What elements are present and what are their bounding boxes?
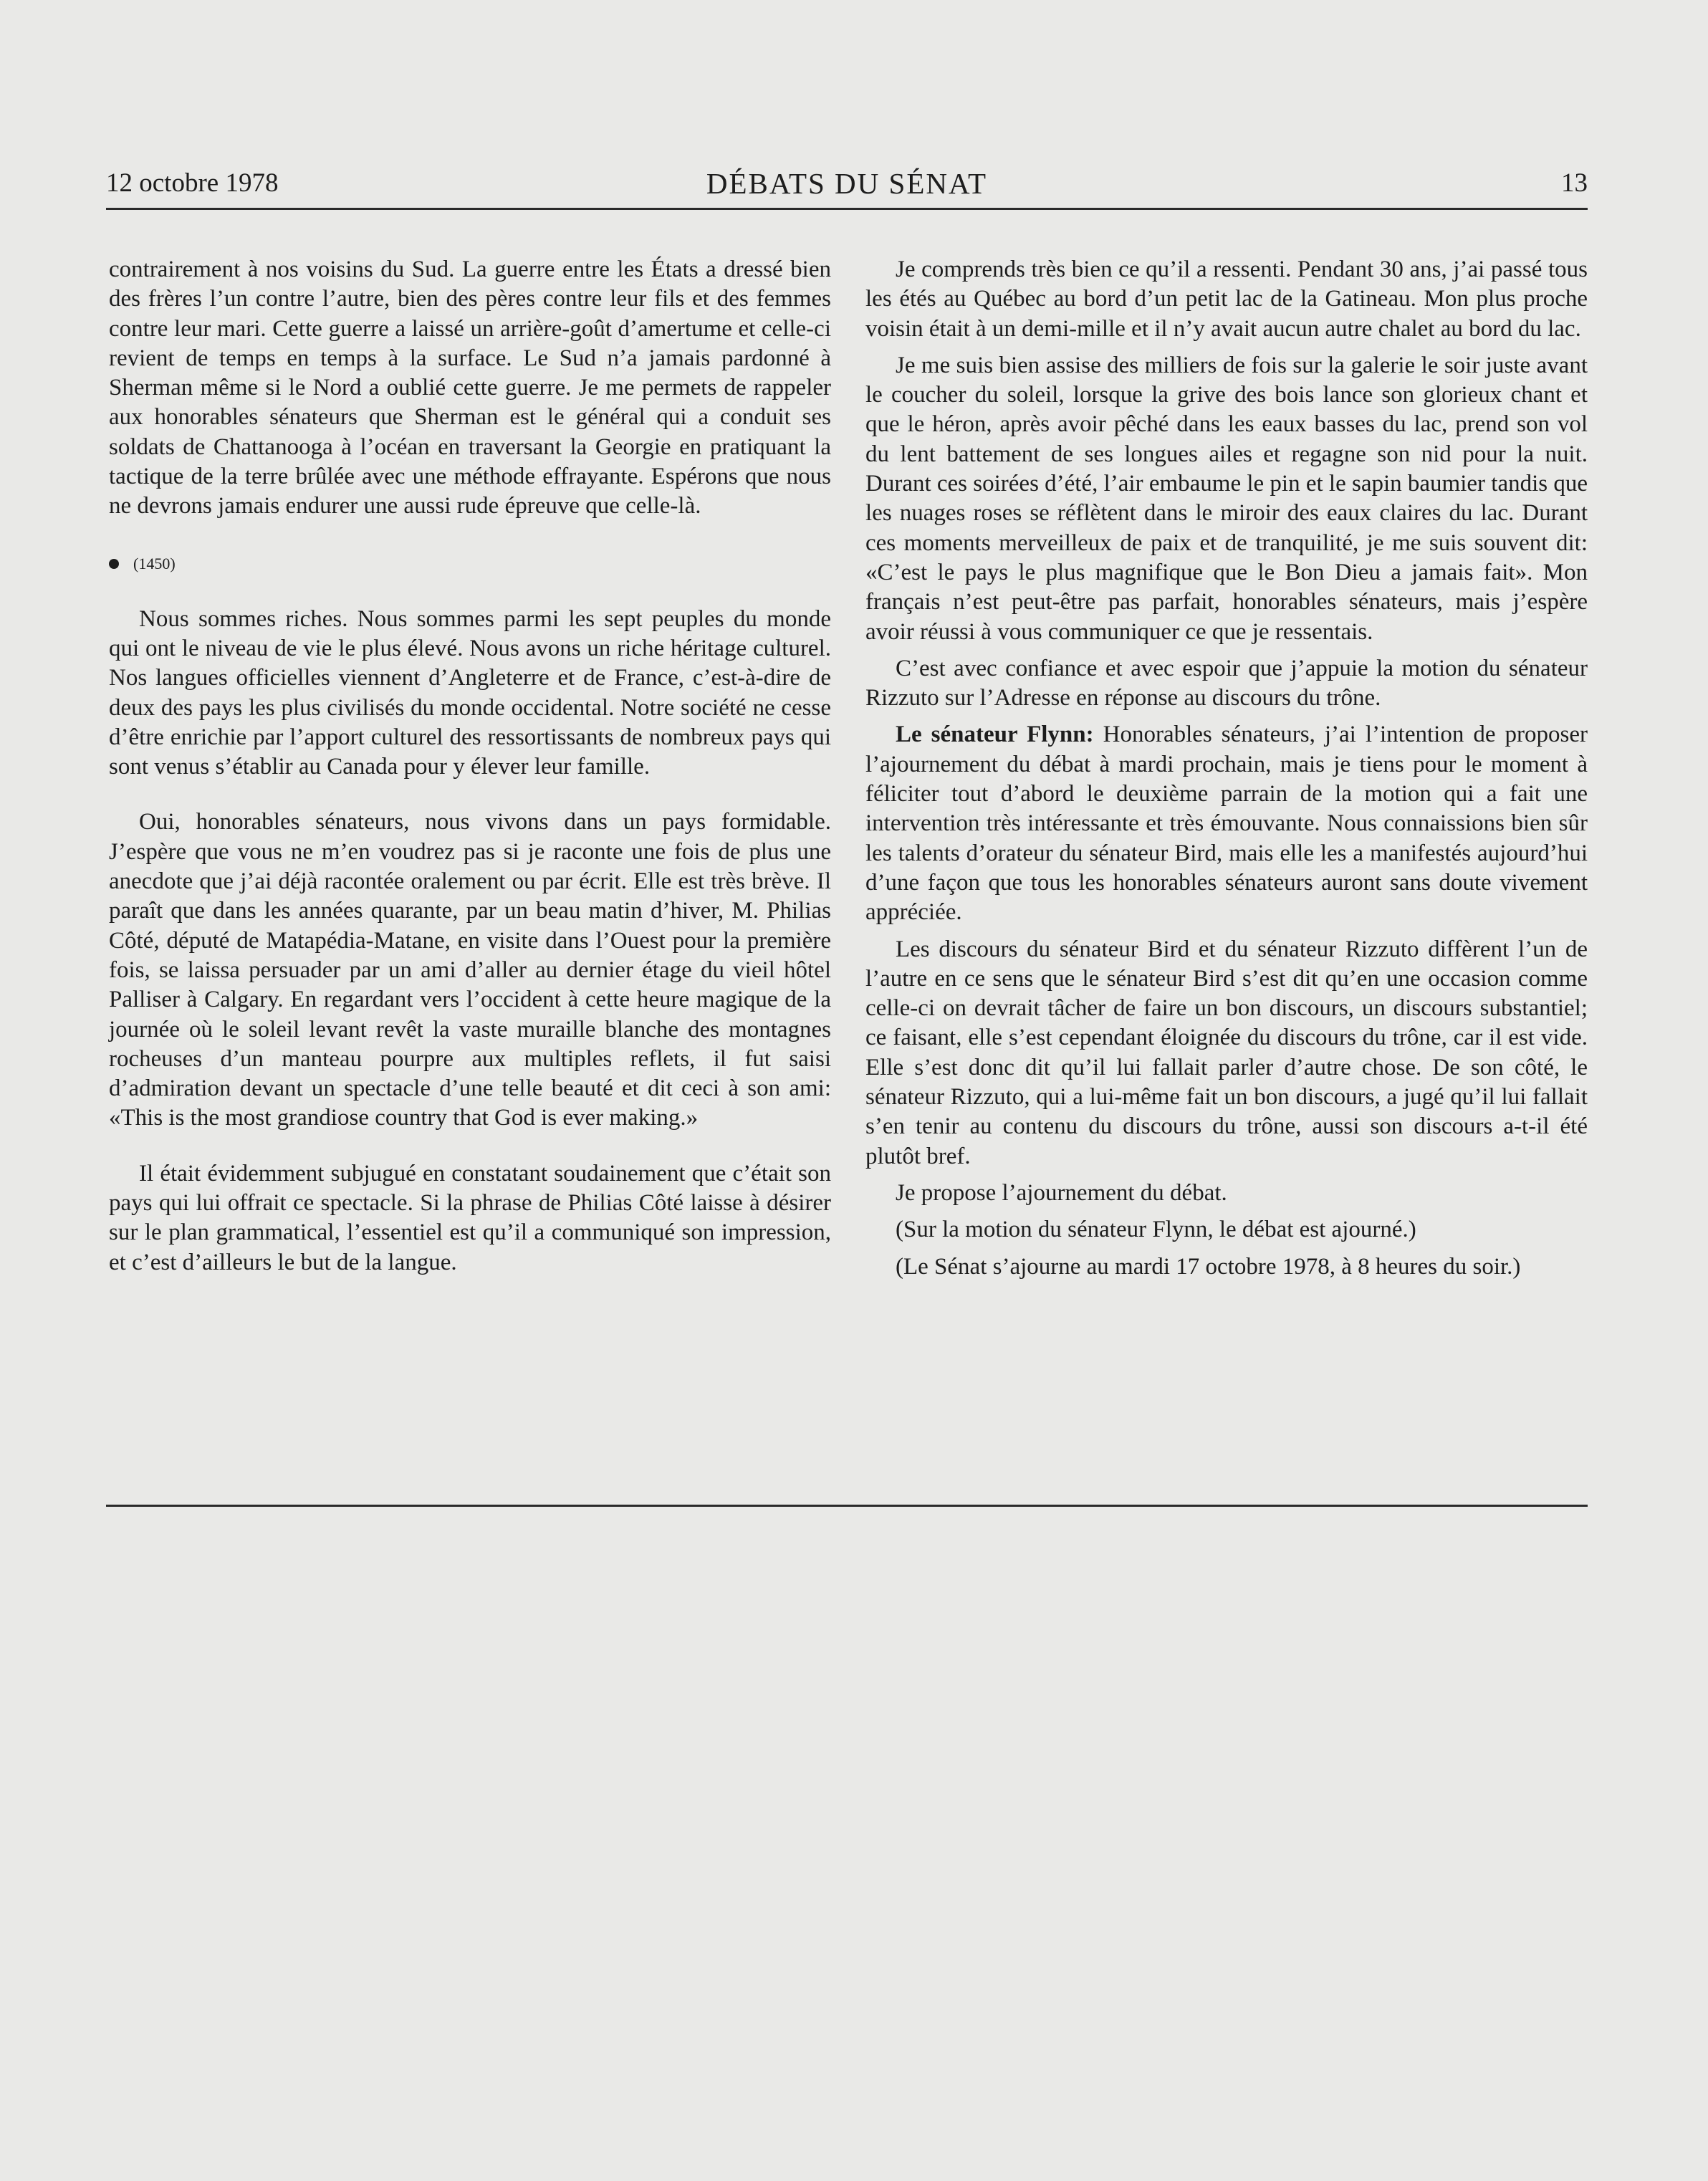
header-date: 12 octobre 1978 (106, 168, 279, 198)
left-column (109, 255, 831, 1278)
paragraph: Nous sommes riches. Nous sommes parmi les sept peuples du monde qui ont le niveau de vie le plus élevé. Nous avons un riche héritage culturel. Nos langues officielles viennent d’Angleterre et de France, c’est-à-dire de deux des pays les plus civilisés du monde occidental. Notre société ne cesse d’être enrichie par l’apport culturel des ressortissants de nombreux pays qui sont venus s’établir au Canada pour y élever leur famille. (109, 605, 831, 780)
paragraph: Je me suis bien assise des milliers de fois sur la galerie le soir juste avant le coucher du soleil, lorsque la grive des bois lance son glorieux chant et que le héron, après avoir pêché dans les eaux basses du lac, prend son vol du lent battement de ses longues ailes et regagne son nid pour la nuit. Durant ces soirées d’été, l’air embaume le pin et le sapin baumier tandis que les nuages roses se réflètent dans le miroir des eaux claires du lac. Durant ces moments merveilleux de paix et de tranquilité, je me suis souvent dit: «C’est le pays le plus magnifique que le Bon Dieu a jamais fait». Mon français n’est peut-être pas parfait, honorables sénateurs, mais j’espère avoir réussi à vous communiquer ce que je ressentais. (865, 352, 1588, 645)
time-marker-label: (1450) (133, 554, 176, 572)
paragraph: Oui, honorables sénateurs, nous vivons dans un pays formidable. J’espère que vous ne m’en voudrez pas si je raconte une fois de plus une anecdote que j’ai déjà racontée oralement ou par écrit. Elle est très brève. Il paraît que dans les années quarante, par un beau matin d’hiver, M. Philias Côté, député de Matapédia-Matane, en visite dans l’Ouest pour la première fois, se laissa persuader par un ami d’aller au dernier étage du vieil hôtel Palliser à Calgary. En regardant vers l’occident à cette heure magique de la journée où le soleil levant revêt la vaste muraille blanche des montagnes rocheuses d’un manteau pourpre aux multiples reflets, il fut saisi d’admiration devant un spectacle d’une telle beauté et dit ceci à son ami: «This is the most grandiose country that God is ever making.» (109, 809, 831, 1131)
speaker-name: Le sénateur Flynn: (896, 722, 1094, 748)
paragraph: (Le Sénat s’ajourne au mardi 17 octobre 1978, à 8 heures du soir.) (896, 1253, 1521, 1280)
paragraph: Je propose l’ajournement du débat. (896, 1179, 1227, 1206)
paragraph: Les discours du sénateur Bird et du sénateur Rizzuto diffèrent l’un de l’autre en ce sens que le sénateur Bird s’est dit qu’en une occasion comme celle-ci on devrait tâcher de faire un bon discours, un discours substantiel; ce faisant, elle s’est cependant éloignée du discours du trône, car il est vide. Elle s’est donc dit qu’il lui fallait parler d’autre chose. De son côté, le sénateur Rizzuto, qui a lui-même fait un bon discours, a jugé qu’il lui fallait s’en tenir au contenu du discours du trône, aussi son discours a-t-il été plutôt bref. (865, 936, 1588, 1169)
paragraph: Il était évidemment subjugué en constatant soudainement que c’était son pays qui lui offrait ce spectacle. Si la phrase de Philias Côté laisse à désirer sur le plan grammatical, l’essentiel est qu’il a communiqué son impression, et c’est d’ailleurs le but de la langue. (109, 1160, 831, 1275)
speaker-text: Honorables sénateurs, j’ai l’intention de proposer l’ajournement du débat à mardi prochain, mais je tiens pour le moment à féliciter tout d’abord le deuxième parrain de la motion qui a fait une intervention très intéressante et très émouvante. Nous connaissions bien sûr les talents d’orateur du sénateur Bird, mais elle les a manifestés aujourd’hui d’une façon que tous les honorables sénateurs auront sans doute vivement appréciée. (865, 722, 1588, 926)
paragraph: C’est avec confiance et avec espoir que j’appuie la motion du sénateur Rizzuto sur l’Adresse en réponse au discours du trône. (865, 655, 1588, 711)
bullet-icon (109, 559, 119, 569)
speaker-paragraph (865, 720, 1588, 927)
right-column (865, 255, 1588, 1282)
page-number: 13 (1561, 168, 1588, 198)
paragraph: Je comprends très bien ce qu’il a ressenti. Pendant 30 ans, j’ai passé tous les étés au Québec au bord d’un petit lac de la Gatineau. Mon plus proche voisin était à un demi-mille et il n’y avait aucun autre chalet au bord du lac. (865, 257, 1588, 342)
time-marker (109, 553, 831, 575)
header-title: DÉBATS DU SÉNAT (706, 167, 988, 200)
paragraph: contrairement à nos voisins du Sud. La guerre entre les États a dressé bien des frères l’un contre l’autre, bien des pères contre leur fils et des femmes contre leur mari. Cette guerre a laissé un arrière-goût d’amertume et celle-ci revient de temps en temps à la surface. Le Sud n’a jamais pardonné à Sherman même si le Nord a oublié cette guerre. Je me permets de rappeler aux honorables sénateurs que Sherman est le général qui a conduit ses soldats de Chattanooga à l’océan en traversant la Georgie en pratiquant la tactique de la terre brûlée avec une méthode effrayante. Espérons que nous ne devrons jamais endurer une aussi rude épreuve que celle-là. (109, 257, 831, 519)
footer-rule (106, 1505, 1588, 1507)
page-header (106, 163, 1588, 210)
paragraph: (Sur la motion du sénateur Flynn, le débat est ajourné.) (896, 1217, 1416, 1243)
